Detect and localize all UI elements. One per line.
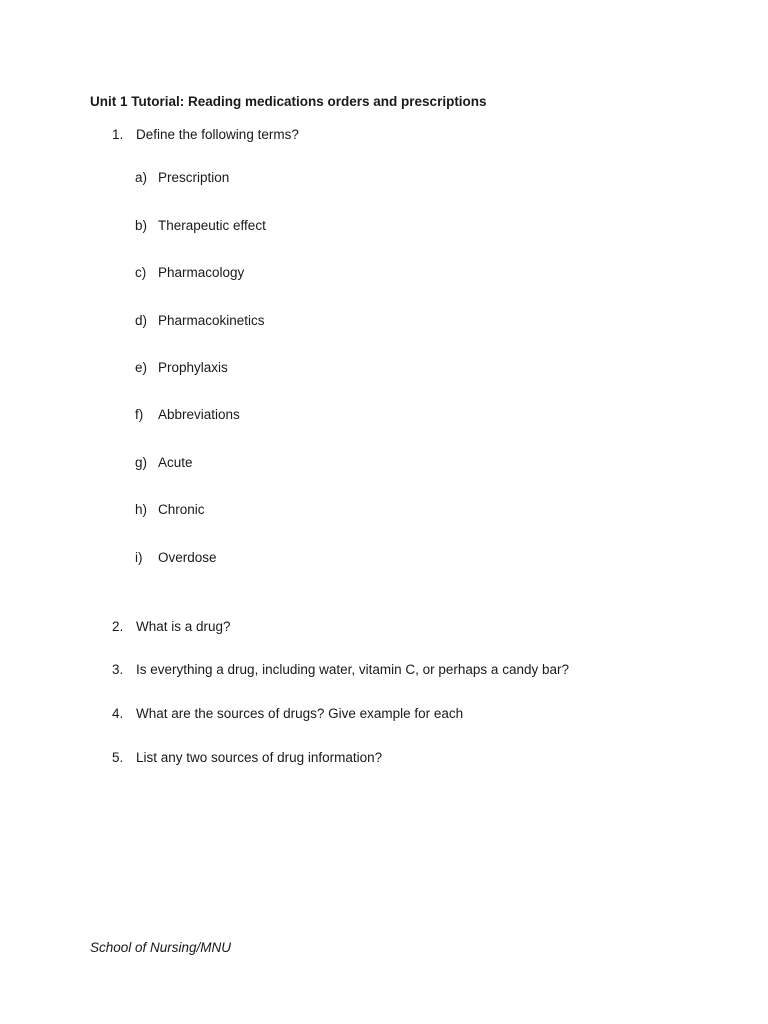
term-text: Pharmacology bbox=[158, 265, 245, 280]
term-item-h bbox=[135, 502, 205, 517]
term-text: Prescription bbox=[158, 170, 230, 185]
term-item-a bbox=[135, 170, 229, 185]
question-text: Is everything a drug, including water, vitamin C, or perhaps a candy bar? bbox=[136, 662, 569, 677]
question-4 bbox=[112, 706, 463, 721]
question-text: List any two sources of drug information? bbox=[136, 750, 383, 765]
term-letter: h) bbox=[135, 502, 148, 517]
question-text: What are the sources of drugs? Give example for each bbox=[136, 706, 464, 721]
question-number: 4. bbox=[112, 706, 124, 721]
term-item-i bbox=[135, 550, 217, 565]
term-item-g bbox=[135, 455, 193, 470]
document-title: Unit 1 Tutorial: Reading medications orders and prescriptions bbox=[90, 94, 487, 109]
term-letter: i) bbox=[135, 550, 143, 565]
term-text: Therapeutic effect bbox=[158, 218, 266, 233]
term-letter: d) bbox=[135, 313, 148, 328]
page-footer: School of Nursing/MNU bbox=[90, 940, 232, 955]
question-number: 5. bbox=[112, 750, 124, 765]
term-item-c bbox=[135, 265, 244, 280]
question-number: 3. bbox=[112, 662, 124, 677]
term-item-b bbox=[135, 218, 266, 233]
term-letter: e) bbox=[135, 360, 148, 375]
question-2 bbox=[112, 619, 231, 634]
term-text: Abbreviations bbox=[158, 407, 240, 422]
question-5 bbox=[112, 750, 382, 765]
term-text: Overdose bbox=[158, 550, 217, 565]
term-letter: a) bbox=[135, 170, 148, 185]
term-letter: b) bbox=[135, 218, 148, 233]
term-item-f bbox=[135, 407, 240, 422]
question-number: 2. bbox=[112, 619, 124, 634]
question-text: Define the following terms? bbox=[136, 127, 299, 142]
question-text: What is a drug? bbox=[136, 619, 231, 634]
term-text: Pharmacokinetics bbox=[158, 313, 265, 328]
term-letter: c) bbox=[135, 265, 147, 280]
term-item-d bbox=[135, 313, 265, 328]
term-item-e bbox=[135, 360, 228, 375]
question-number: 1. bbox=[112, 127, 124, 142]
term-text: Chronic bbox=[158, 502, 205, 517]
term-letter: f) bbox=[135, 407, 144, 422]
term-text: Acute bbox=[158, 455, 193, 470]
term-text: Prophylaxis bbox=[158, 360, 228, 375]
term-letter: g) bbox=[135, 455, 148, 470]
question-1 bbox=[112, 127, 299, 142]
question-3 bbox=[112, 662, 569, 677]
